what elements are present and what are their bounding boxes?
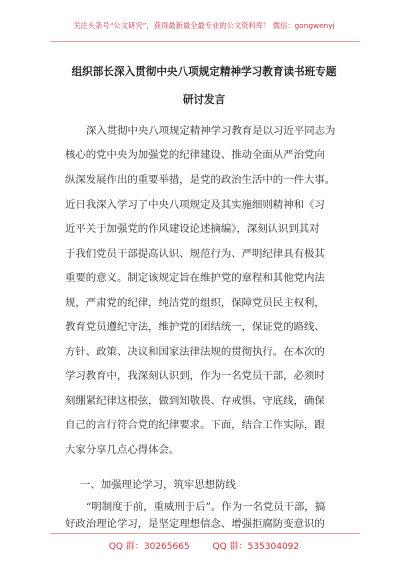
paragraph-line: 大家分享几点心得体会。 [65, 444, 180, 456]
paragraph-line: 核心的党中央为加强党的纪律建设、推动全面从严治党向 [65, 149, 325, 161]
header-divider [50, 41, 360, 42]
footer [0, 539, 408, 552]
document-title-continued: 研讨发言 [182, 94, 226, 106]
paragraph-line: 方针、政策、决议和国家法律法规的贯彻执行。在本次的 [65, 346, 325, 358]
paragraph-line: 纵深发展作出的重要举措，是党的政治生活中的一件大事。 [65, 174, 336, 186]
paragraph-line: 学习教育中，我深刻认识到，作为一名党员干部，必须时 [65, 370, 325, 382]
paragraph-line: “明制度于前，重威刑于后”。作为一名党员干部，搞 [86, 501, 326, 513]
paragraph-line: 规，严肃党的纪律，纯洁党的组织，保障党员民主权利， [65, 297, 325, 309]
paragraph-line: 近日我深入学习了中央八项规定及其实施细则精神和《习 [65, 199, 325, 211]
paragraph-line: 重要的意义。制定该规定旨在维护党的章程和其他党内法 [65, 272, 325, 284]
footer-qq-group-1: QQ 群：30265665 [108, 542, 190, 552]
footer-divider [50, 533, 360, 534]
document-title: 组织部长深入贯彻中央八项规定精神学习教育读书班专题 [71, 66, 337, 78]
paragraph-line: 好政治理论学习，是坚定理想信念、增强拒腐防变意识的 [65, 518, 325, 530]
paragraph-line: 刻绷紧纪律这根弦，做到知敬畏、存戒惧、守底线，确保 [65, 395, 325, 407]
footer-qq-group-2: QQ 群：535304092 [212, 542, 300, 552]
section-heading: 一、加强理论学习，筑牢思想防线 [80, 479, 236, 491]
paragraph-line: 自己的言行符合党的纪律要求。下面，结合工作实际，跟 [65, 419, 325, 431]
paragraph-line: 教育党员遵纪守法，维护党的团结统一，保证党的路线、 [65, 321, 325, 333]
paragraph-line: 深入贯彻中央八项规定精神学习教育是以习近平同志为 [86, 125, 336, 137]
header-banner: 关注头条号“公文研究”，获得最新最全最专业的公文资料库！ 微信：gongwenyj [73, 21, 335, 30]
paragraph-line: 近平关于加强党的作风建设论述摘编》，深刻认识到其对 [65, 223, 320, 235]
paragraph-line: 于我们党员干部提高认识、规范行为、严明纪律具有极其 [65, 248, 325, 260]
